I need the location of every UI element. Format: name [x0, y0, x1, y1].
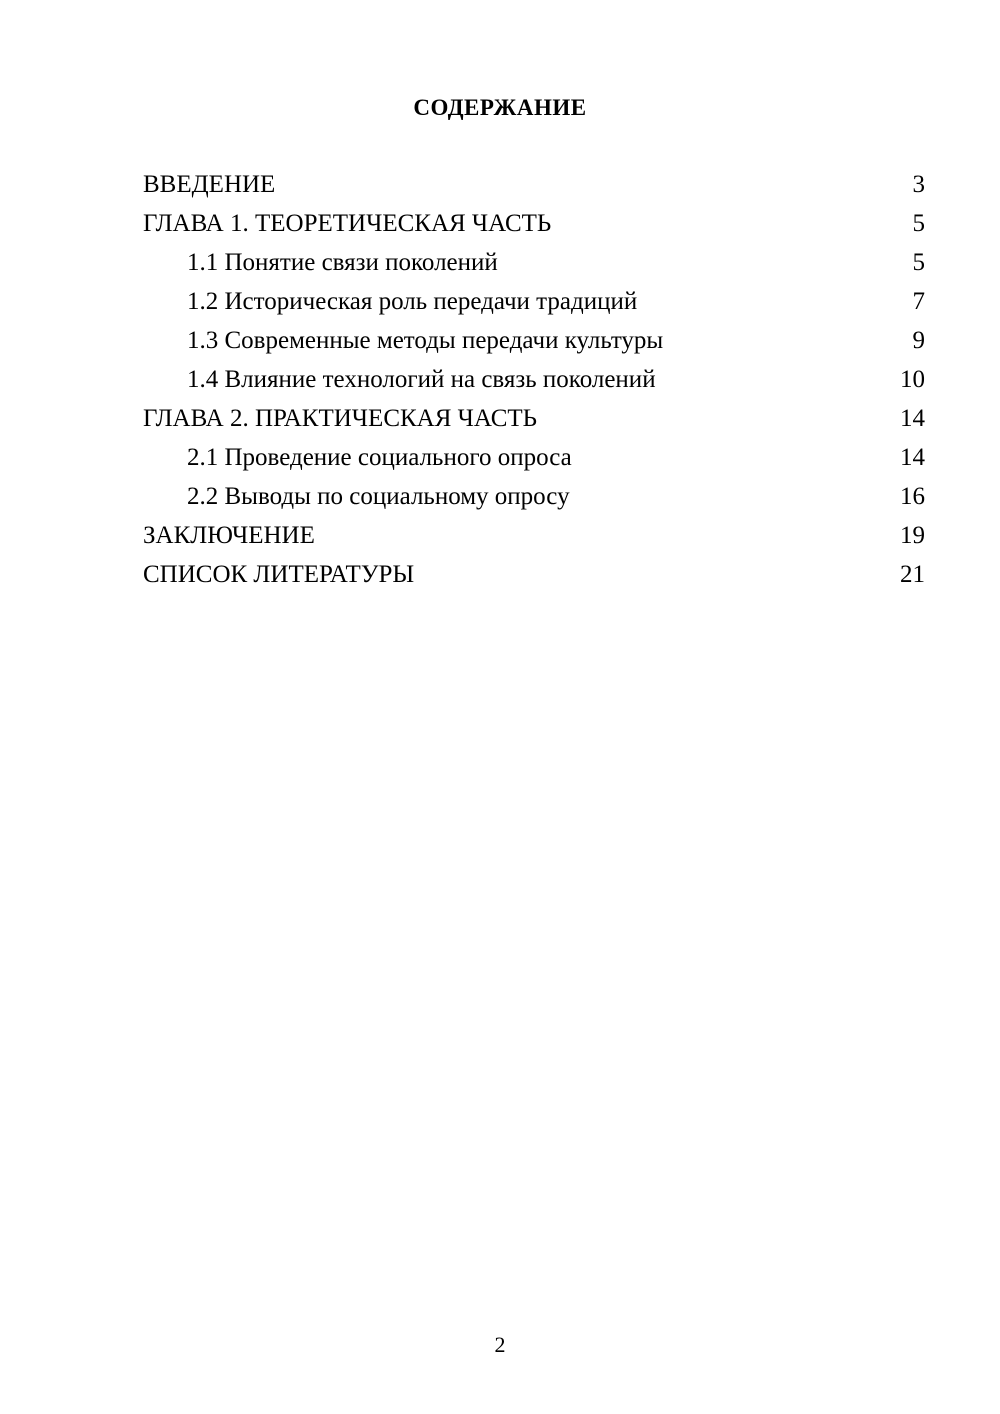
toc-entry-label: 2.2 Выводы по социальному опросу [187, 483, 570, 510]
toc-entry[interactable] [143, 479, 925, 514]
toc-entry-page-number: 21 [900, 561, 925, 588]
page-title: СОДЕРЖАНИЕ [413, 95, 587, 120]
toc-entry-label: ВВЕДЕНИЕ [143, 171, 276, 198]
table-of-contents [0, 167, 1000, 592]
toc-entry-page-number: 5 [912, 249, 925, 276]
toc-entry[interactable] [143, 401, 925, 436]
toc-entry-label: ЗАКЛЮЧЕНИЕ [143, 522, 315, 549]
toc-entry-page-number: 14 [900, 444, 925, 471]
toc-entry-page-number: 3 [912, 171, 925, 198]
toc-entry-label: 1.2 Историческая роль передачи традиций [187, 288, 638, 315]
toc-entry[interactable] [143, 206, 925, 241]
toc-entry-label: 1.3 Современные методы передачи культуры [187, 327, 664, 354]
toc-entry-page-number: 14 [900, 405, 925, 432]
toc-entry[interactable] [143, 245, 925, 280]
toc-entry-page-number: 7 [912, 288, 925, 315]
toc-entry-page-number: 19 [900, 522, 925, 549]
toc-entry-page-number: 5 [912, 210, 925, 237]
toc-entry[interactable] [143, 440, 925, 475]
toc-entry-label: 1.1 Понятие связи поколений [187, 249, 498, 276]
toc-entry[interactable] [143, 518, 925, 553]
toc-entry[interactable] [143, 557, 925, 592]
toc-entry[interactable] [143, 167, 925, 202]
toc-entry-page-number: 9 [912, 327, 925, 354]
toc-entry-label: 2.1 Проведение социального опроса [187, 444, 572, 471]
toc-entry-page-number: 16 [900, 483, 925, 510]
toc-entry-label: ГЛАВА 1. ТЕОРЕТИЧЕСКАЯ ЧАСТЬ [143, 210, 552, 237]
toc-entry-page-number: 10 [900, 366, 925, 393]
footer-page-number: 2 [494, 1332, 506, 1357]
toc-entry[interactable] [143, 323, 925, 358]
toc-entry-label: 1.4 Влияние технологий на связь поколений [187, 366, 656, 393]
toc-entry-label: ГЛАВА 2. ПРАКТИЧЕСКАЯ ЧАСТЬ [143, 405, 538, 432]
toc-entry[interactable] [143, 284, 925, 319]
toc-entry[interactable] [143, 362, 925, 397]
toc-entry-label: СПИСОК ЛИТЕРАТУРЫ [143, 561, 415, 588]
